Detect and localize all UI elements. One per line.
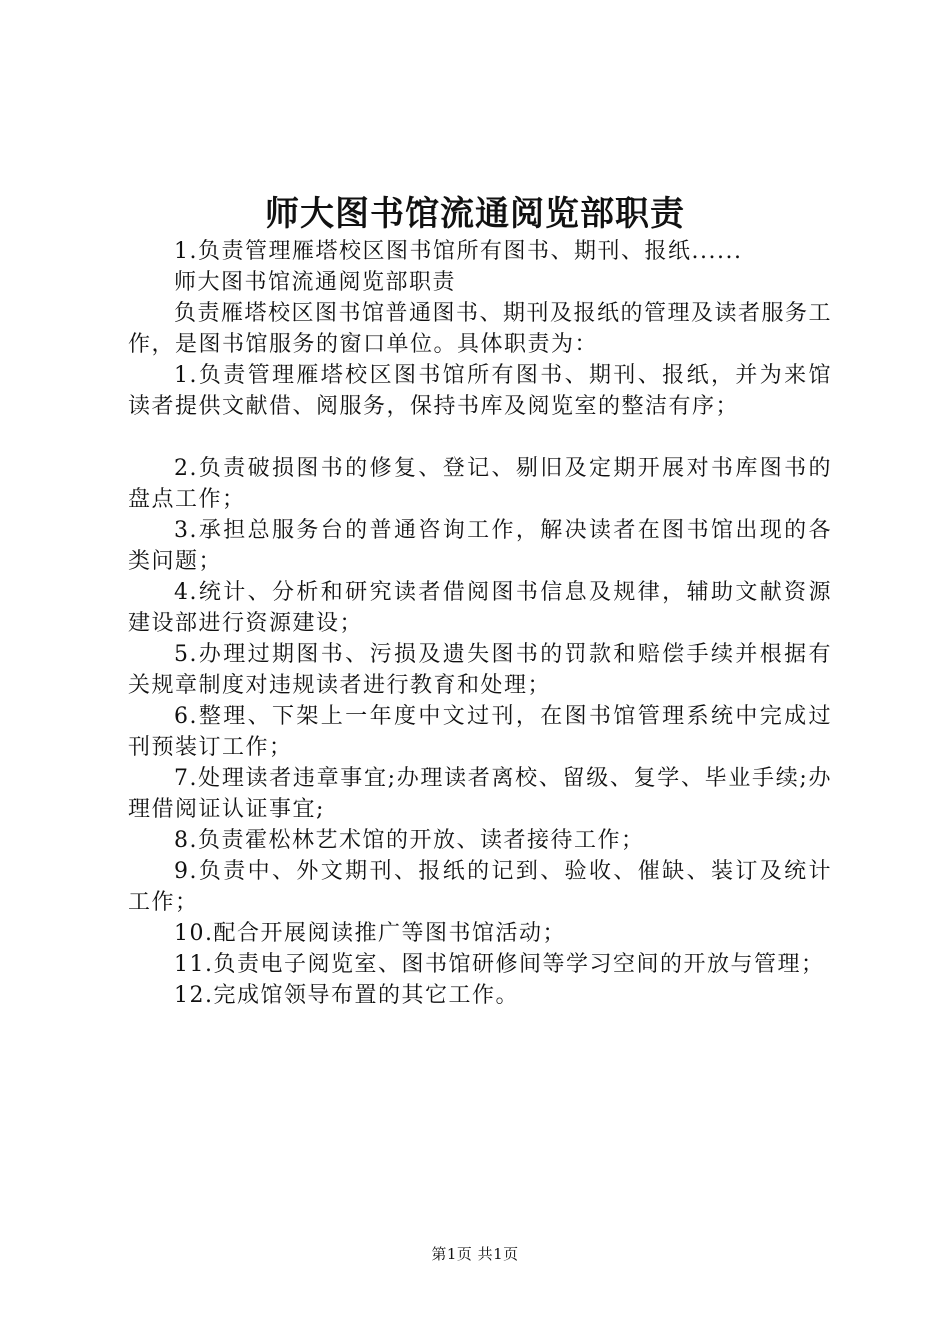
duty-item-3: 3.承担总服务台的普通咨询工作，解决读者在图书馆出现的各类问题； [128,518,832,574]
duty-item-1: 1.负责管理雁塔校区图书馆所有图书、期刊、报纸，并为来馆读者提供文献借、阅服务，保持书库及阅览室的整洁有序； [128,363,832,419]
duty-item-7: 7.处理读者违章事宜;办理读者离校、留级、复学、毕业手续;办理借阅证认证事宜; [128,766,832,822]
duty-item-5: 5.办理过期图书、污损及遗失图书的罚款和赔偿手续并根据有关规章制度对违规读者进行教育和处理； [128,642,832,698]
document-body [128,236,832,1011]
duty-item-2: 2.负责破损图书的修复、登记、剔旧及定期开展对书库图书的盘点工作； [128,456,832,512]
document-title: 师大图书馆流通阅览部职责 [265,194,685,234]
duty-item-9: 9.负责中、外文期刊、报纸的记到、验收、催缺、装订及统计工作； [128,859,832,915]
intro-paragraph: 负责雁塔校区图书馆普通图书、期刊及报纸的管理及读者服务工作，是图书馆服务的窗口单位。具体职责为： [128,301,833,357]
duty-item-6: 6.整理、下架上一年度中文过刊，在图书馆管理系统中完成过刊预装订工作； [128,704,832,760]
duty-item-12: 12.完成馆领导布置的其它工作。 [174,983,519,1008]
duty-item-4: 4.统计、分析和研究读者借阅图书信息及规律，辅助文献资源建设部进行资源建设； [128,580,832,636]
duty-item-11: 11.负责电子阅览室、图书馆研修间等学习空间的开放与管理； [174,952,825,977]
paragraph-gap [128,422,832,453]
duty-item-10: 10.配合开展阅读推广等图书馆活动； [174,921,566,946]
subtitle: 师大图书馆流通阅览部职责 [174,270,457,295]
duty-item-8: 8.负责霍松林艺术馆的开放、读者接待工作； [174,828,645,853]
page-footer: 第1页 共1页 [431,1245,519,1263]
summary-line: 1.负责管理雁塔校区图书馆所有图书、期刊、报纸...... [174,239,743,264]
